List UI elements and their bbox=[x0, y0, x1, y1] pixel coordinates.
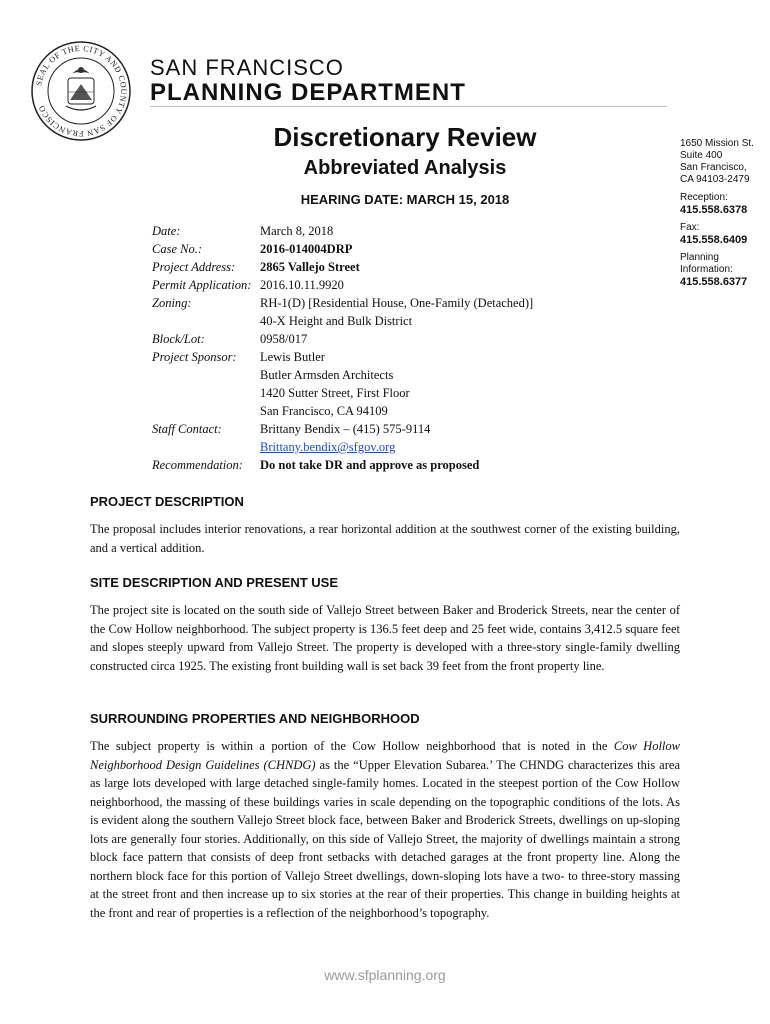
project-description-heading: PROJECT DESCRIPTION bbox=[90, 494, 244, 509]
planning-contact bbox=[680, 252, 765, 288]
surrounding-text bbox=[90, 737, 680, 922]
spacer bbox=[152, 384, 260, 402]
sponsor-value: San Francisco, CA 94109 bbox=[260, 404, 388, 418]
sponsor-value: Butler Armsden Architects bbox=[260, 368, 394, 382]
department-header bbox=[150, 56, 466, 106]
surrounding-heading: SURROUNDING PROPERTIES AND NEIGHBORHOOD bbox=[90, 711, 420, 726]
sponsor-value: Lewis Butler bbox=[260, 350, 325, 364]
block-label: Block/Lot: bbox=[152, 332, 205, 346]
hearing-date: HEARING DATE: MARCH 15, 2018 bbox=[300, 192, 510, 207]
spacer bbox=[152, 312, 260, 330]
planning-label: Planning bbox=[680, 252, 719, 263]
reception-number: 415.558.6378 bbox=[680, 204, 748, 216]
zoning-value: 40-X Height and Bulk District bbox=[260, 314, 413, 328]
title-block bbox=[150, 120, 660, 214]
reception-contact bbox=[680, 192, 765, 216]
fax-number: 415.558.6409 bbox=[680, 234, 748, 246]
recommendation-label: Recommendation: bbox=[152, 458, 243, 472]
footer-url[interactable]: www.sfplanning.org bbox=[324, 967, 446, 983]
sponsor-value: 1420 Sutter Street, First Floor bbox=[260, 386, 410, 400]
department-name: PLANNING DEPARTMENT bbox=[150, 79, 466, 106]
fax-label: Fax: bbox=[680, 222, 700, 233]
address-line: Suite 400 bbox=[680, 150, 723, 161]
city-seal-logo bbox=[30, 40, 132, 142]
site-description-heading: SITE DESCRIPTION AND PRESENT USE bbox=[90, 575, 338, 590]
planning-label: Information: bbox=[680, 264, 733, 275]
spacer bbox=[152, 366, 260, 384]
surrounding-text-guidelines: Cow Hollow Neighborhood Design Guidelines (CHNDG) bbox=[90, 739, 680, 772]
staff-label: Staff Contact: bbox=[152, 422, 222, 436]
planning-number: 415.558.6377 bbox=[680, 276, 748, 288]
staff-value: Brittany Bendix – (415) 575-9114 bbox=[260, 422, 431, 436]
spacer bbox=[152, 438, 260, 456]
permit-value: 2016.10.11.9920 bbox=[260, 278, 344, 292]
address-line: 1650 Mission St. bbox=[680, 138, 754, 149]
document-title: Discretionary Review bbox=[273, 122, 537, 152]
project-description-text: The proposal includes interior renovations, a rear horizontal addition at the southwest corner of the existing building, and a vertical addition. bbox=[90, 522, 680, 555]
staff-email-link[interactable]: Brittany.bendix@sfgov.org bbox=[260, 440, 396, 454]
recommendation-value: Do not take DR and approve as proposed bbox=[260, 458, 480, 472]
date-value: March 8, 2018 bbox=[260, 224, 334, 238]
surrounding-text-part: The subject property is within a portion of the Cow Hollow neighborhood that is noted in the bbox=[90, 739, 614, 753]
address-value: 2865 Vallejo Street bbox=[260, 260, 360, 274]
document-subtitle: Abbreviated Analysis bbox=[303, 157, 507, 179]
case-value: 2016-014004DRP bbox=[260, 242, 353, 256]
zoning-label: Zoning: bbox=[152, 296, 192, 310]
address-line: San Francisco, bbox=[680, 162, 747, 173]
svg-text:SEAL OF THE CITY AND COUNTY OF: SEAL OF THE CITY AND COUNTY OF SAN FRANCISCO bbox=[34, 43, 129, 139]
permit-label: Permit Application: bbox=[152, 278, 252, 292]
block-value: 0958/017 bbox=[260, 332, 308, 346]
site-description-text: The project site is located on the south side of Vallejo Street between Baker and Broderick Streets, near the center of the Cow Hollow neighborhood. The subject property is 136.5 feet deep and 25 feet wide, contains 3,412.5 square feet and slopes steeply upward from Vallejo Street. The property is developed with a three-story single-family dwelling constructed circa 1925. The existing front building wall is set back 39 feet from the front property line. bbox=[90, 603, 680, 673]
sponsor-label: Project Sponsor: bbox=[152, 350, 237, 364]
office-address bbox=[680, 138, 765, 186]
zoning-value: RH-1(D) [Residential House, One-Family (Detached)] bbox=[260, 296, 534, 310]
address-line: CA 94103-2479 bbox=[680, 174, 750, 185]
header-rule bbox=[150, 106, 667, 107]
contact-sidebar bbox=[680, 138, 765, 294]
case-metadata bbox=[152, 222, 560, 474]
spacer bbox=[152, 402, 260, 420]
surrounding-text-part: as the “Upper Elevation Subarea.’ The CHNDG characterizes this area as large lots developed with large detached single-family homes. Located in the steepest portion of the Cow Hollow neighborhood, the massing of these buildings varies in scale depending on the topographic conditions of the lots. As is evident along the southern Vallejo Street block face, between Baker and Broderick Streets, dwellings on up-sloping lots are generally four stories. Additionally, on this side of Vallejo Street, the majority of dwellings maintain a strong block face pattern that consists of deep front setbacks with detached garages at the front property line. Along the northern block face for this portion of Vallejo Street dwellings, down-sloping lots have a two- to three-story massing at the street front and then increase up to six stories at the rear of their properties. This change in building heights at the front and rear of properties is a reflection of the neighborhood’s topography. bbox=[90, 757, 680, 920]
case-label: Case No.: bbox=[152, 242, 202, 256]
address-label: Project Address: bbox=[152, 260, 236, 274]
reception-label: Reception: bbox=[680, 192, 728, 203]
fax-contact bbox=[680, 222, 765, 246]
date-label: Date: bbox=[152, 224, 181, 238]
city-name: SAN FRANCISCO bbox=[150, 55, 344, 80]
